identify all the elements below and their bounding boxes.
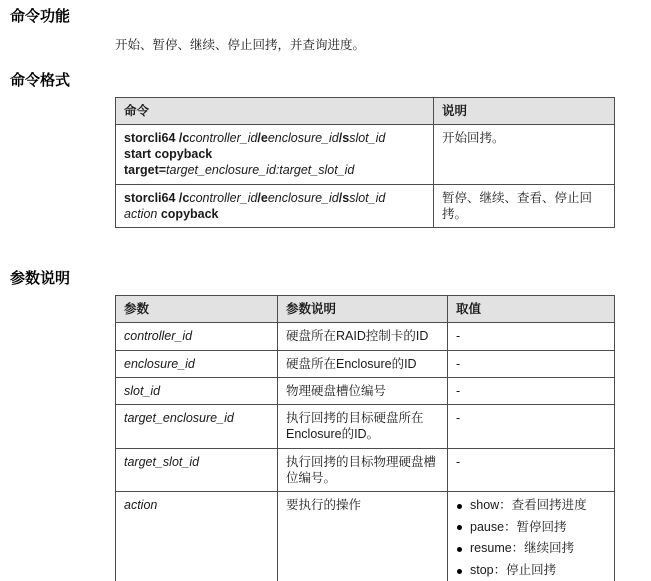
- parameter-description-cell: 执行回拷的目标硬盘所在Enclosure的ID。: [278, 405, 448, 449]
- parameter-value-item: show：查看回拷进度: [456, 498, 606, 514]
- parameter-table-row: [116, 350, 615, 377]
- parameter-table-header-param: 参数: [116, 296, 278, 323]
- section-heading-command-format: 命令格式: [10, 71, 71, 89]
- command-line: [124, 162, 425, 178]
- command-cell: [116, 124, 434, 184]
- command-segment: storcli64 /c: [124, 130, 190, 145]
- command-segment: /e: [257, 130, 268, 145]
- parameter-name-cell: action: [116, 492, 278, 581]
- parameter-value-item: pause：暂停回拷: [456, 520, 606, 536]
- command-description-cell: 暂停、继续、查看、停止回拷。: [434, 184, 615, 228]
- command-table-header-description: 说明: [434, 97, 615, 124]
- command-segment: /s: [338, 130, 350, 145]
- parameter-table-header-row: [116, 296, 615, 323]
- command-line: [124, 130, 425, 146]
- parameter-table-row: [116, 448, 615, 492]
- command-segment: slot_id: [349, 130, 386, 145]
- parameter-table-row: [116, 405, 615, 449]
- parameter-name-cell: target_enclosure_id: [116, 405, 278, 449]
- command-segment: /s: [338, 190, 350, 205]
- command-line: [124, 190, 425, 206]
- command-cell: [116, 184, 434, 228]
- parameter-name-cell: target_slot_id: [116, 448, 278, 492]
- command-table-header-command: 命令: [116, 97, 434, 124]
- command-segment: target=: [124, 163, 167, 178]
- parameter-value-list: [456, 497, 606, 579]
- command-segment: controller_id: [189, 130, 258, 145]
- parameter-value-cell: -: [448, 350, 615, 377]
- parameter-table-header-value: 取值: [448, 296, 615, 323]
- command-function-content: [115, 38, 615, 54]
- parameter-table-row: [116, 492, 615, 581]
- command-description-cell: 开始回拷。: [434, 124, 615, 184]
- parameter-description-cell: 执行回拷的目标物理硬盘槽位编号。: [278, 448, 448, 492]
- command-segment: /e: [257, 190, 268, 205]
- parameter-table-header-description: 参数说明: [278, 296, 448, 323]
- parameter-name-cell: slot_id: [116, 377, 278, 404]
- command-table-row: [116, 184, 615, 228]
- command-function-description: 开始、暂停、继续、停止回拷，并查询进度。: [115, 38, 366, 52]
- section-heading-command-function: 命令功能: [10, 8, 71, 25]
- parameter-description-cell: 物理硬盘槽位编号: [278, 377, 448, 404]
- parameter-description-cell: 硬盘所在RAID控制卡的ID: [278, 323, 448, 350]
- command-segment: copyback: [160, 206, 219, 221]
- section-heading-parameter-description: 参数说明: [10, 270, 71, 288]
- parameter-table: [115, 295, 615, 581]
- parameter-name-cell: controller_id: [116, 323, 278, 350]
- command-line: [124, 146, 425, 162]
- command-segment: enclosure_id: [267, 190, 339, 205]
- command-segment: slot_id: [349, 190, 386, 205]
- command-table: [115, 97, 615, 229]
- parameter-table-row: [116, 323, 615, 350]
- parameter-value-item: resume：继续回拷: [456, 541, 606, 557]
- command-segment: storcli64 /c: [124, 190, 190, 205]
- parameter-table-row: [116, 377, 615, 404]
- command-segment: target_enclosure_id:target_slot_id: [166, 163, 355, 178]
- command-table-header-row: [116, 97, 615, 124]
- command-table-row: [116, 124, 615, 184]
- parameter-description-content: [115, 295, 615, 581]
- command-format-content: [115, 97, 615, 229]
- parameter-value-cell: [448, 492, 615, 581]
- command-segment: action: [124, 206, 158, 221]
- command-segment: start copyback: [124, 147, 213, 162]
- command-segment: controller_id: [189, 190, 258, 205]
- parameter-value-item: stop：停止回拷: [456, 563, 606, 579]
- parameter-value-cell: -: [448, 448, 615, 492]
- parameter-value-cell: -: [448, 377, 615, 404]
- parameter-value-cell: -: [448, 323, 615, 350]
- parameter-description-cell: 要执行的操作: [278, 492, 448, 581]
- parameter-description-cell: 硬盘所在Enclosure的ID: [278, 350, 448, 377]
- command-line: [124, 206, 425, 222]
- command-segment: enclosure_id: [267, 130, 339, 145]
- parameter-value-cell: -: [448, 405, 615, 449]
- parameter-name-cell: enclosure_id: [116, 350, 278, 377]
